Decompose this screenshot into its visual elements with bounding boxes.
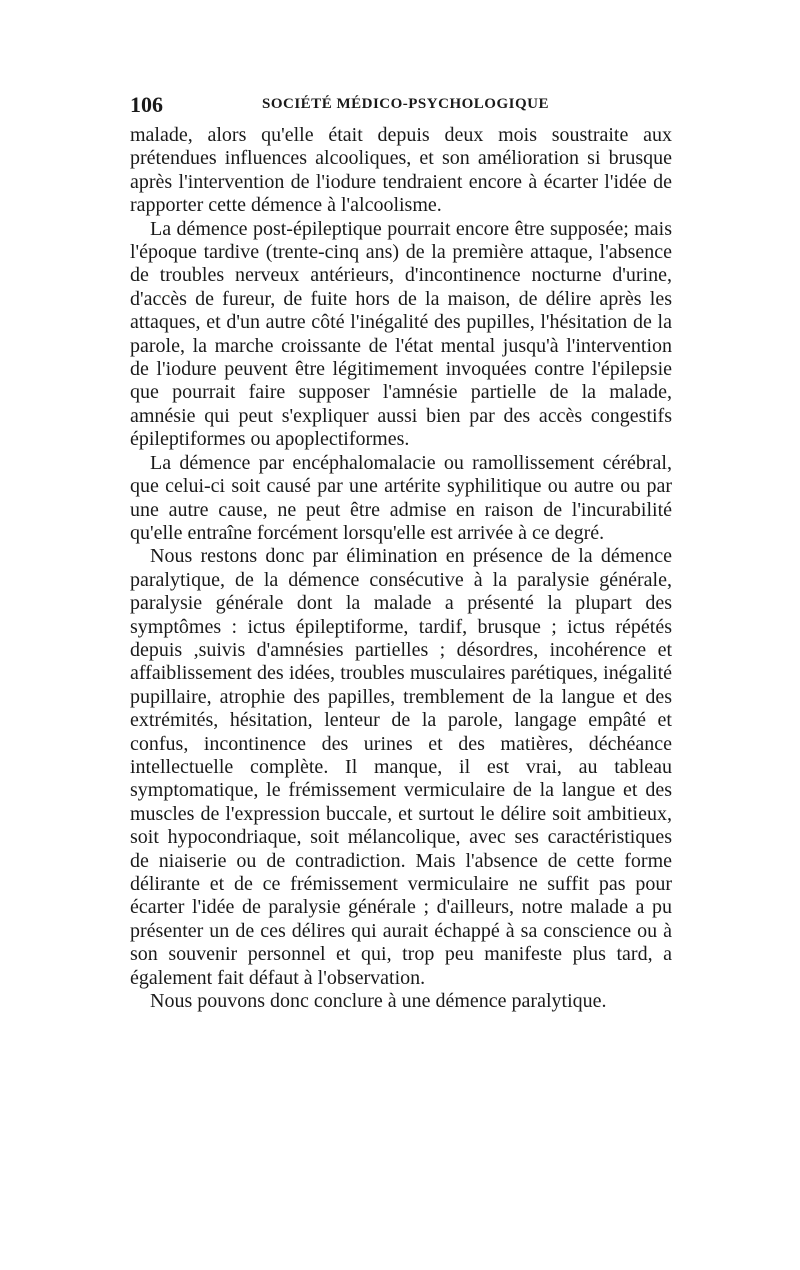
paragraph-4: Nous restons donc par élimination en présence de la démence paralytique, de la démence consécutive à la paralysie générale, paralysie générale dont la malade a présenté la plupart des symptômes : ictus épileptiforme, tardif, brusque ; ictus répétés depuis ,suivis d'amnésies partielles ; désordres, incohérence et affaiblissement des idées, troubles musculaires parétiques, inégalité pupillaire, atrophie des papilles, tremblement de la langue et des extrémités, hésitation, lenteur de la parole, langage empâté et confus, incontinence des urines et des matières, déchéance intellectuelle complète. Il manque, il est vrai, au tableau symptomatique, le frémissement vermiculaire de la langue et des muscles de l'expression buccale, et surtout le délire soit ambitieux, soit hypocondriaque, soit mélancolique, avec ses caractéristiques de niaiserie ou de contradiction. Mais l'absence de cette forme délirante et de ce frémissement vermiculaire ne suffit pas pour écarter l'idée de paralysie générale ; d'ailleurs, notre malade a pu présenter un de ces délires qui aurait échappé à sa conscience ou à son souvenir personnel et qui, trop peu manifeste plus tard, a également fait défaut à l'observation. (130, 545, 672, 989)
page-header (130, 92, 670, 116)
paragraph-2: La démence post-épileptique pourrait encore être supposée; mais l'époque tardive (trente-cinq ans) de la première attaque, l'absence de troubles nerveux antérieurs, d'incontinence nocturne d'urine, d'accès de fureur, de fuite hors de la maison, de délire après les attaques, et d'un autre côté l'inégalité des pupilles, l'hésitation de la parole, la marche croissante de l'état mental jusqu'à l'intervention de l'iodure peuvent être légitimement invoquées contre l'épilepsie que pourrait faire supposer l'amnésie partielle de la malade, amnésie qui peut s'expliquer aussi bien par des accès congestifs épileptiformes ou apoplectiformes. (130, 217, 672, 451)
body-text (130, 124, 672, 1013)
paragraph-1: malade, alors qu'elle était depuis deux mois soustraite aux prétendues influences alcooliques, et son amélioration si brusque après l'intervention de l'iodure tendraient encore à écarter l'idée de rapporter cette démence à l'alcoolisme. (130, 124, 672, 217)
paragraph-5: Nous pouvons donc conclure à une démence paralytique. (150, 990, 607, 1013)
paragraph-3: La démence par encéphalomalacie ou ramollissement cérébral, que celui-ci soit causé par une artérite syphilitique ou autre ou par une autre cause, ne peut être admise en raison de l'incurabilité qu'elle entraîne forcément lorsqu'elle est arrivée à ce degré. (130, 451, 672, 544)
page-number: 106 (130, 92, 163, 117)
running-title: SOCIÉTÉ MÉDICO-PSYCHOLOGIQUE (262, 96, 549, 112)
